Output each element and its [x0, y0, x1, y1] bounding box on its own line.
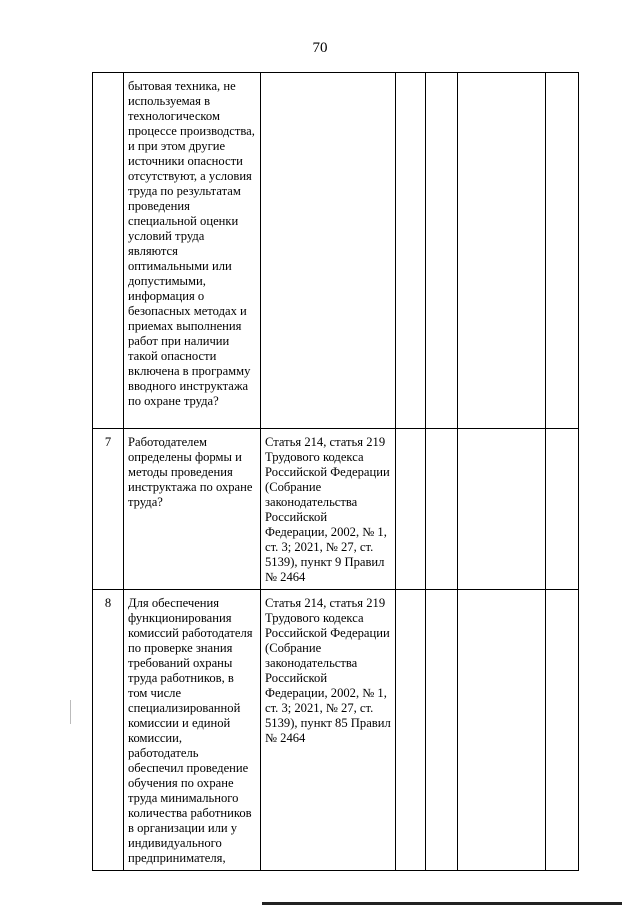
- row-number-cell: 8: [93, 590, 124, 871]
- reference-cell: [261, 73, 396, 429]
- reference-cell: Статья 214, статья 219 Трудового кодекса Российской Федерации (Собрание законодательства Российской Федерации, 2002, № 1, ст. 3; 2021, № 27, ст. 5139), пункт 9 Правил № 2464: [261, 429, 396, 590]
- reference-cell: Статья 214, статья 219 Трудового кодекса Российской Федерации (Собрание законодательства Российской Федерации, 2002, № 1, ст. 3; 2021, № 27, ст. 5139), пункт 85 Правил № 2464: [261, 590, 396, 871]
- answer-no-cell: [426, 590, 458, 871]
- notes-cell: [546, 73, 579, 429]
- checklist-table: [92, 72, 579, 871]
- answer-na-cell: [458, 73, 546, 429]
- answer-yes-cell: [396, 429, 426, 590]
- table-row: [93, 73, 579, 429]
- row-number-cell: [93, 73, 124, 429]
- question-cell: Для обеспечения функционирования комиссий работодателя по проверке знания требований охраны труда работников, в том числе специализированной комиссии и единой комиссии, работодатель обеспечил проведение обучения по охране труда минимального количества работников в организации или у индивидуального предпринимателя,: [124, 590, 261, 871]
- answer-yes-cell: [396, 590, 426, 871]
- notes-cell: [546, 429, 579, 590]
- notes-cell: [546, 590, 579, 871]
- answer-yes-cell: [396, 73, 426, 429]
- table-row: [93, 590, 579, 871]
- answer-na-cell: [458, 590, 546, 871]
- answer-no-cell: [426, 429, 458, 590]
- question-cell: бытовая техника, не используемая в технологическом процессе производства, и при этом другие источники опасности отсутствуют, а условия труда по результатам проведения специальной оценки условий труда являются оптимальными или допустимыми, информация о безопасных методах и приемах выполнения работ при наличии такой опасности включена в программу вводного инструктажа по охране труда?: [124, 73, 261, 429]
- scan-mark: [70, 700, 71, 724]
- answer-no-cell: [426, 73, 458, 429]
- table-row: [93, 429, 579, 590]
- row-number-cell: 7: [93, 429, 124, 590]
- question-cell: Работодателем определены формы и методы проведения инструктажа по охране труда?: [124, 429, 261, 590]
- page-number: 70: [312, 40, 328, 56]
- answer-na-cell: [458, 429, 546, 590]
